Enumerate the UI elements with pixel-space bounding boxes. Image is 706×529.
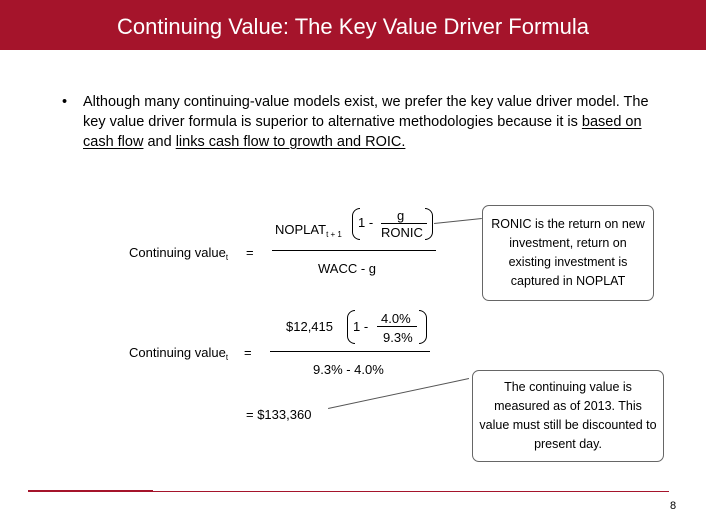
noplat-label: NOPLAT — [275, 222, 327, 237]
fraction-line-general — [272, 250, 436, 251]
underline-cash-flow: based on cash flow — [83, 114, 642, 150]
numeric-lhs-subscript: t — [225, 353, 229, 362]
numeric-lhs-label: Continuing value — [129, 345, 226, 360]
bullet-text-part-2: and — [143, 134, 176, 150]
formula-noplat — [275, 222, 342, 237]
page-title: Continuing Value: The Key Value Driver Formula — [116, 14, 589, 39]
formula-general-lhs — [129, 245, 228, 260]
page-number: 8 — [670, 500, 677, 512]
paren-right-general — [425, 208, 433, 240]
ratio-line-general — [381, 223, 427, 224]
callout-ronic-note: RONIC is the return on new investment, return on existing investment is captured in NOPLAT — [482, 205, 654, 301]
lhs-label: Continuing value — [129, 245, 226, 260]
formula-noplat-value: $12,415 — [286, 319, 333, 334]
callout-pointer-continuing-value — [328, 378, 469, 409]
bullet-marker: • — [62, 94, 68, 110]
noplat-subscript: t + 1 — [326, 230, 342, 239]
formula-result: = $133,360 — [246, 407, 312, 422]
underline-growth-roic: links cash flow to growth and ROIC. — [175, 134, 406, 150]
formula-one-minus: 1 - — [358, 215, 374, 230]
formula-denominator: WACC - g — [318, 261, 377, 276]
formula-growth: 4.0% — [381, 311, 411, 326]
bullet-point — [62, 92, 652, 152]
title-bar — [0, 0, 706, 50]
formula-numeric-equals: = — [244, 345, 252, 360]
bullet-text — [83, 92, 652, 152]
ratio-line-numeric — [377, 326, 417, 327]
formula-numeric-lhs — [129, 345, 228, 360]
formula-numeric-ronic: 9.3% — [383, 330, 413, 345]
formula-numeric-denominator: 9.3% - 4.0% — [313, 362, 384, 377]
fraction-line-numeric — [270, 351, 430, 352]
lhs-subscript: t — [225, 253, 229, 262]
footer-accent-line — [28, 490, 153, 492]
formula-g: g — [397, 208, 405, 223]
callout-pointer-ronic — [434, 218, 482, 224]
paren-right-numeric — [419, 310, 427, 344]
bullet-text-part-1: Although many continuing-value models exist, we prefer the key value driver model. The key value driver formula is superior to alternative methodologies because it is — [83, 94, 649, 130]
formula-ronic: RONIC — [381, 225, 423, 240]
callout-continuing-value-note: The continuing value is measured as of 2013. This value must still be discounted to present day. — [472, 370, 664, 462]
footer-rule — [153, 491, 669, 492]
formula-numeric-one-minus: 1 - — [353, 319, 369, 334]
formula-general-equals: = — [246, 245, 254, 260]
